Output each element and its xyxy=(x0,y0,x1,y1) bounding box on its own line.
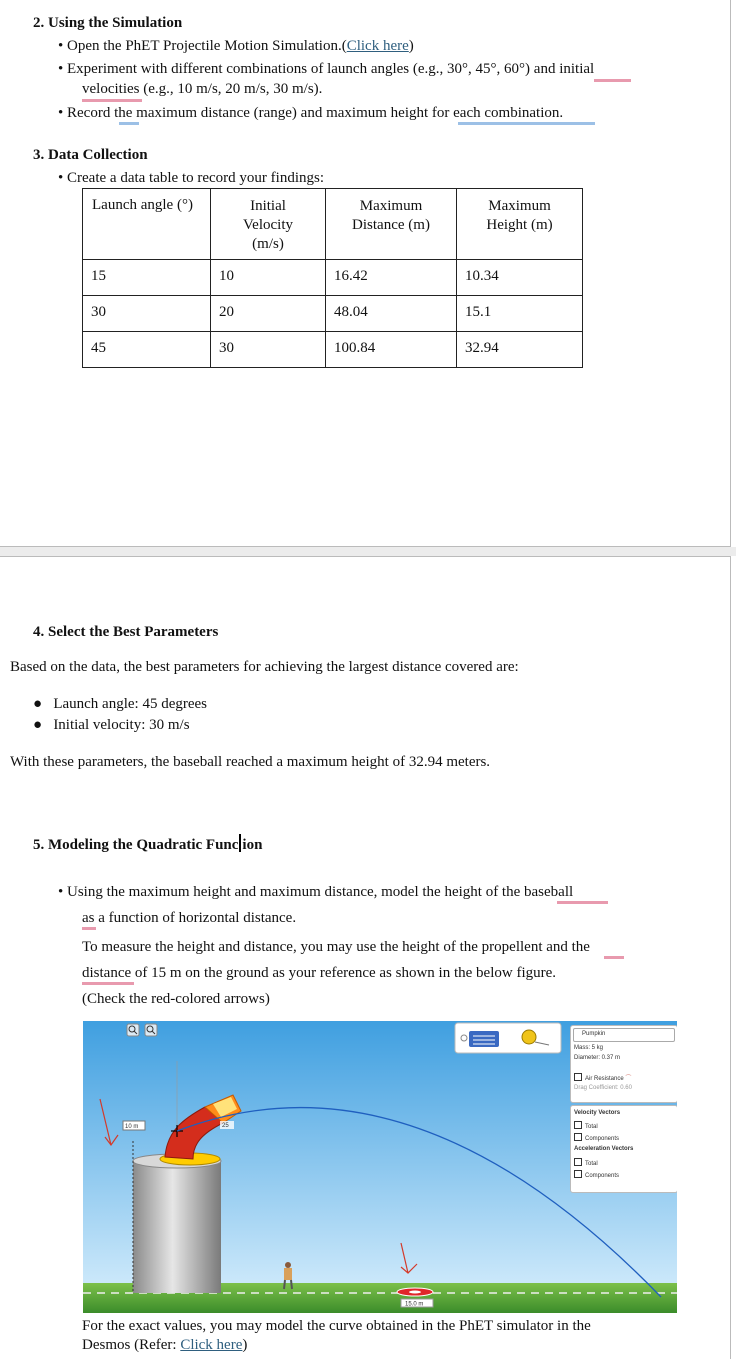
spell-underline xyxy=(557,901,608,904)
section-5-line4: distance of 15 m on the ground as your reference as shown in the below figure. xyxy=(82,965,557,981)
angle-label: 25 xyxy=(222,1123,229,1129)
vectors-panel: Velocity Vectors Total Components Acceleration Vectors Total Components xyxy=(570,1105,677,1193)
header-max-height: Maximum Height (m) xyxy=(457,189,583,260)
phet-simulation-figure xyxy=(83,1021,677,1313)
bullet-record: • Record the maximum distance (range) and maximum height for each combination. xyxy=(58,105,564,121)
height-label: 10 m xyxy=(125,1124,139,1130)
list-item: ● Launch angle: 45 degrees xyxy=(33,696,207,712)
table-header-row xyxy=(83,189,583,260)
person-figure xyxy=(285,1262,291,1268)
bullet-create-table: • Create a data table to record your findings: xyxy=(58,170,325,186)
footer-line1: For the exact values, you may model the curve obtained in the PhET simulator in the xyxy=(82,1318,591,1334)
launch-tower xyxy=(133,1161,221,1293)
tape-measure-icon[interactable] xyxy=(522,1030,536,1044)
projectile-panel: Pumpkin Mass: 5 kg Diameter: 0.37 m Air Resistance ⌒ Drag Coefficient: 0.60 xyxy=(570,1025,677,1103)
section-5-line3: To measure the height and distance, you may use the height of the propellent and the xyxy=(82,939,590,955)
acceleration-total-checkbox[interactable]: Total xyxy=(574,1158,598,1167)
spell-underline xyxy=(604,956,624,959)
section-4-conclusion: With these parameters, the baseball reached a maximum height of 32.94 meters. xyxy=(10,754,491,770)
footer-line2: Desmos (Refer: Click here) xyxy=(82,1337,248,1353)
desmos-click-here-link[interactable]: Click here xyxy=(180,1337,243,1353)
header-initial-velocity: Initial Velocity (m/s) xyxy=(211,189,326,260)
list-item: ● Initial velocity: 30 m/s xyxy=(33,717,190,733)
page-gap xyxy=(0,547,736,556)
spell-underline xyxy=(82,927,96,930)
section-5-title: 5. Modeling the Quadratic Func ion xyxy=(33,834,262,854)
click-here-link[interactable]: Click here xyxy=(346,38,409,54)
data-probe-icon[interactable] xyxy=(469,1031,499,1047)
projectile-select[interactable]: Pumpkin xyxy=(573,1028,675,1042)
section-5-line2: as a function of horizontal distance. xyxy=(82,910,297,926)
section-3-title: 3. Data Collection xyxy=(33,147,148,163)
header-launch-angle: Launch angle (°) xyxy=(83,189,211,260)
bullet-experiment-cont: velocities (e.g., 10 m/s, 20 m/s, 30 m/s). xyxy=(82,81,323,97)
spell-underline xyxy=(82,99,142,102)
table-row: 30 20 48.04 15.1 xyxy=(83,296,583,332)
data-table xyxy=(82,188,583,368)
velocity-total-checkbox[interactable]: Total xyxy=(574,1121,598,1130)
bullet-experiment: • Experiment with different combinations of launch angles (e.g., 30°, 45°, 60°) and initial xyxy=(58,61,595,77)
section-4-intro: Based on the data, the best parameters for achieving the largest distance covered are: xyxy=(10,659,519,675)
table-row: 15 10 16.42 10.34 xyxy=(83,260,583,296)
section-5-bullet: • Using the maximum height and maximum distance, model the height of the baseball xyxy=(58,884,574,900)
distance-label: 15.0 m xyxy=(405,1301,424,1308)
grammar-underline xyxy=(119,122,139,125)
section-4-title: 4. Select the Best Parameters xyxy=(33,624,219,640)
bullet-open-sim: • Open the PhET Projectile Motion Simulation.(Click here) xyxy=(58,38,414,54)
grammar-underline xyxy=(458,122,595,125)
spell-underline xyxy=(82,982,134,985)
header-max-distance: Maximum Distance (m) xyxy=(326,189,457,260)
spell-underline xyxy=(594,79,631,82)
acceleration-components-checkbox[interactable]: Components xyxy=(574,1170,619,1179)
air-resistance-checkbox[interactable]: Air Resistance ⌒ xyxy=(574,1073,631,1082)
section-5-line5: (Check the red-colored arrows) xyxy=(82,991,270,1007)
page-1 xyxy=(0,0,731,547)
velocity-components-checkbox[interactable]: Components xyxy=(574,1133,619,1142)
section-2-title: 2. Using the Simulation xyxy=(33,15,183,31)
table-row: 45 30 100.84 32.94 xyxy=(83,332,583,368)
